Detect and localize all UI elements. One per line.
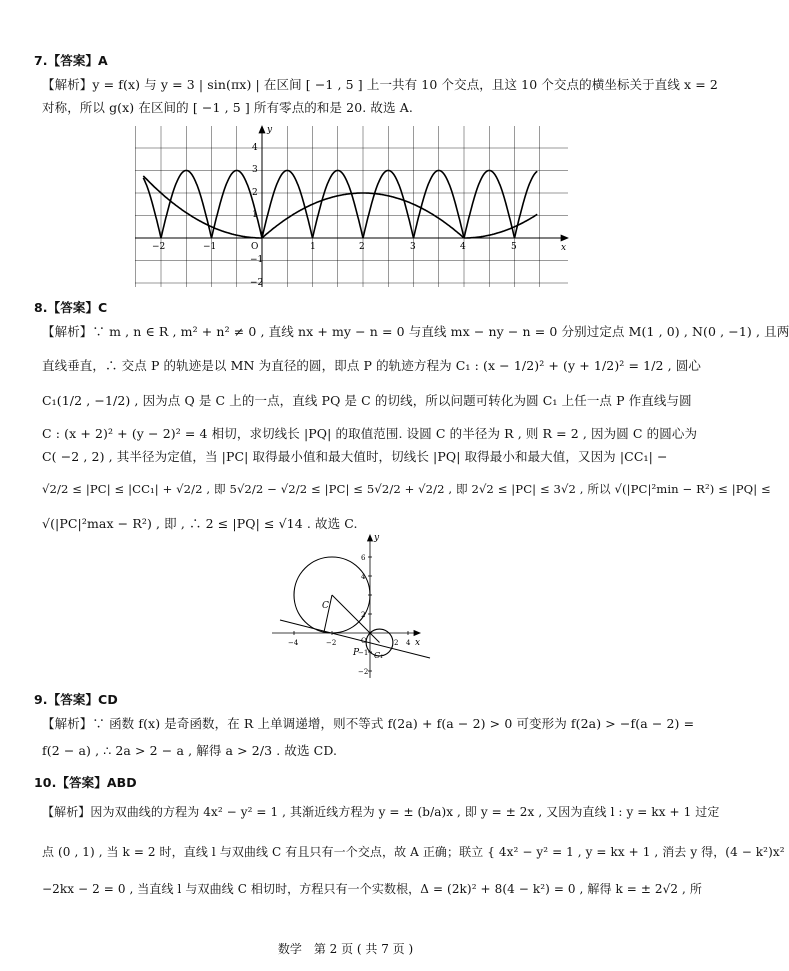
q9-analysis-line-2: f(2 − a) , ∴ 2a > 2 − a , 解得 a > 2/3 . 故选 CD. <box>42 743 338 758</box>
q7-xtick: 5 <box>511 242 517 252</box>
q8-label-p: P <box>353 648 360 658</box>
q8-ytick: 2 <box>361 611 366 619</box>
q7-analysis-line-1: 【解析】y = f(x) 与 y = 3 | sin(πx) | 在区间 [ −1 , 5 ] 上一共有 10 个交点，且这 10 个交点的横坐标关于直线 x = 2 <box>42 77 718 92</box>
q8-xtick: −2 <box>326 639 337 647</box>
q7-xtick: 1 <box>310 242 316 252</box>
q9-answer-heading: 9.【答案】CD <box>34 692 118 707</box>
q7-xtick: 4 <box>460 242 466 252</box>
q8-xtick: 4 <box>406 639 411 647</box>
q7-ytick: 2 <box>252 188 258 198</box>
q7-answer-heading: 7.【答案】A <box>34 53 108 68</box>
q8-ytick: 4 <box>361 573 366 581</box>
q10-analysis-line-3: −2kx − 2 = 0 , 当直线 l 与双曲线 C 相切时，方程只有一个实数根，Δ = (2k)² + 8(4 − k²) = 0 , 解得 k = ± 2√2 , 所 <box>42 882 702 896</box>
q7-xtick: 3 <box>410 242 416 252</box>
q7-ytick: −1 <box>250 255 264 265</box>
q10-analysis-line-1: 【解析】因为双曲线的方程为 4x² − y² = 1 , 其渐近线方程为 y = ± (b/a)x , 即 y = ± 2x , 又因为直线 l : y = kx + 1 过定 <box>42 805 720 819</box>
q7-ytick: 1 <box>252 210 258 220</box>
q7-y-label: y <box>267 125 273 135</box>
q8-answer-heading: 8.【答案】C <box>34 300 108 315</box>
q7-xtick: −1 <box>203 242 217 252</box>
q7-x-label: x <box>561 243 567 253</box>
q8-analysis-line-3: C₁(1/2 , −1/2) , 因为点 Q 是 C 上的一点，直线 PQ 是 C 的切线，所以问题可转化为圆 C₁ 上任一点 P 作直线与圆 <box>42 393 692 408</box>
q10-analysis-line-2: 点 (0 , 1) , 当 k = 2 时，直线 l 与双曲线 C 有且只有一个交点，故 A 正确；联立 { 4x² − y² = 1 , y = kx + 1 , 消去 y 得，(4 − k²)x² <box>42 845 785 859</box>
q7-ytick: −2 <box>250 278 264 288</box>
q7-grid <box>135 126 568 287</box>
q7-ytick: 3 <box>252 165 258 175</box>
q8-xtick: 2 <box>394 639 399 647</box>
q8-analysis-line-2: 直线垂直，∴ 交点 P 的轨迹是以 MN 为直径的圆，即点 P 的轨迹方程为 C₁ : (x − 1/2)² + (y + 1/2)² = 1/2 , 圆心 <box>42 358 701 373</box>
q8-analysis-line-6: √2/2 ≤ |PC| ≤ |CC₁| + √2/2 , 即 5√2/2 − √2/2 ≤ |PC| ≤ 5√2/2 + √2/2 , 即 2√2 ≤ |PC| ≤ 3√2 , 所以 √(|PC|²min − R²) ≤ |PQ| ≤ <box>42 482 771 496</box>
q8-label-c: C <box>322 601 329 611</box>
q7-xtick: −2 <box>152 242 166 252</box>
q8-ytick: −2 <box>358 668 369 676</box>
q8-y-label: y <box>374 533 380 543</box>
q10-answer-heading: 10.【答案】ABD <box>34 775 137 790</box>
q7-xtick: O <box>251 242 259 252</box>
q8-ytick: −1 <box>358 649 369 657</box>
q8-x-label: x <box>415 638 421 648</box>
q8-analysis-line-4: C : (x + 2)² + (y − 2)² = 4 相切，求切线长 |PQ| 的取值范围. 设圆 C 的半径为 R , 则 R = 2 , 因为圆 C 的圆心为 <box>42 426 698 441</box>
q8-analysis-line-7: √(|PC|²max − R²) , 即 , ∴ 2 ≤ |PQ| ≤ √14 . 故选 C. <box>42 516 358 531</box>
q7-analysis-line-2: 对称，所以 g(x) 在区间的 [ −1 , 5 ] 所有零点的和是 20. 故选 A. <box>42 100 413 115</box>
q8-label-c1: C₁ <box>374 651 384 660</box>
page-footer: 数学 第 2 页 ( 共 7 页 ) <box>277 942 414 956</box>
q8-analysis-line-1: 【解析】∵ m , n ∈ R , m² + n² ≠ 0 , 直线 nx + my − n = 0 与直线 mx − ny − n = 0 分别过定点 M(1 , 0) , N(0 , −1) , 且两 <box>42 324 789 339</box>
q8-graph <box>270 530 440 680</box>
q8-xtick: −4 <box>288 639 299 647</box>
q7-ytick: 4 <box>252 143 258 153</box>
q8-ytick: 6 <box>361 554 366 562</box>
q7-graph <box>130 122 570 292</box>
q9-analysis-line-1: 【解析】∵ 函数 f(x) 是奇函数，在 R 上单调递增，则不等式 f(2a) + f(a − 2) > 0 可变形为 f(2a) > −f(a − 2) = <box>42 716 695 731</box>
q8-analysis-line-5: C( −2 , 2) , 其半径为定值，当 |PC| 取得最小值和最大值时，切线长 |PQ| 取得最小和最大值，又因为 |CC₁| − <box>42 449 668 464</box>
q8-xtick: O <box>361 637 367 645</box>
q7-xtick: 2 <box>359 242 365 252</box>
